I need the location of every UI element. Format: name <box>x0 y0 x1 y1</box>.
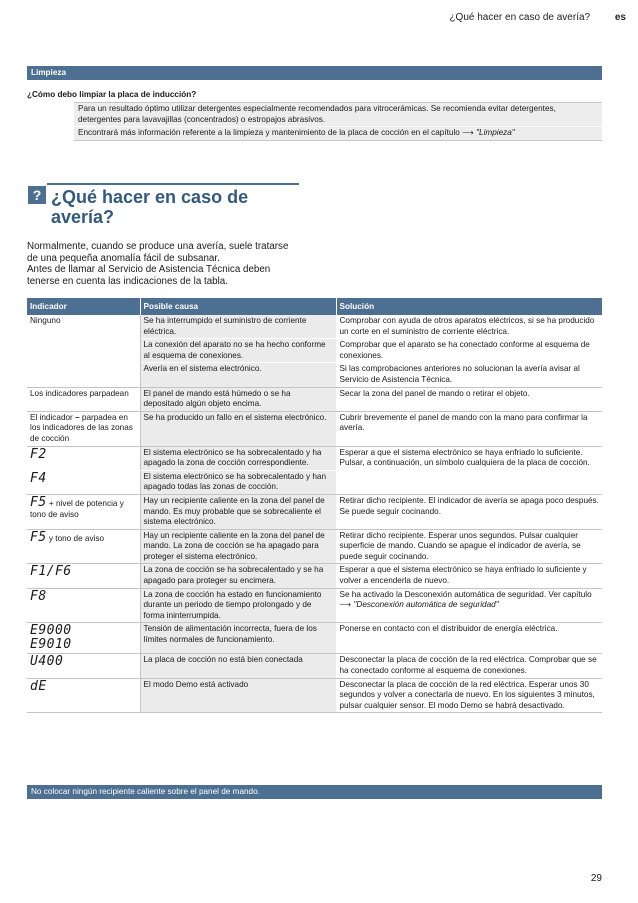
cleaning-question: ¿Cómo debo limpiar la placa de inducción? <box>27 90 197 99</box>
page-header <box>449 12 626 23</box>
cause-cell: Se ha producido un fallo en el sistema electrónico. <box>140 411 336 446</box>
indicator-cell <box>27 494 140 529</box>
solution-cell: Comprobar que el aparato se ha conectado conforme al esquema de conexiones. <box>336 339 602 363</box>
header-language: es <box>614 12 626 23</box>
section-intro <box>27 241 297 287</box>
cleaning-paragraph-2 <box>74 126 602 140</box>
solution-cell <box>336 588 602 623</box>
table-row <box>27 529 602 564</box>
table-row <box>27 411 602 446</box>
cause-cell: Avería en el sistema electrónico. <box>140 363 336 387</box>
cause-cell: Se ha interrumpido el suministro de corriente eléctrica. <box>140 315 336 339</box>
chapter-link: "Desconexión automática de seguridad" <box>353 600 499 610</box>
table-row <box>27 387 602 411</box>
error-code: F4 <box>30 470 47 486</box>
indicator-cell <box>27 470 140 494</box>
table-row <box>27 623 602 654</box>
solution-text: Se ha activado la Desconexión automática de seguridad. Ver capítulo ⟶ <box>339 589 592 610</box>
troubleshooting-table <box>27 298 602 713</box>
solution-cell: Comprobar con ayuda de otros aparatos eléctricos, si se ha producido un corte en el suministro de corriente eléctrica. <box>336 315 602 339</box>
solution-cell: Desconectar la placa de cocción de la red eléctrica. Comprobar que se ha conectado conforme al esquema de conexiones. <box>336 654 602 678</box>
solution-cell: Ponerse en contacto con el distribuidor de energía eléctrica. <box>336 623 602 654</box>
cause-cell: El modo Demo está activado <box>140 678 336 713</box>
error-code: E9010 <box>30 637 72 653</box>
table-header-row <box>27 298 602 315</box>
header-solution: Solución <box>336 298 602 315</box>
table-row <box>27 564 602 588</box>
question-icon: ? <box>28 186 46 204</box>
cause-cell: La zona de cocción se ha sobrecalentado y se ha apagado para proteger su encimera. <box>140 564 336 588</box>
indicator-cell <box>27 678 140 713</box>
error-code: F8 <box>30 588 47 604</box>
section-title: ¿Qué hacer en caso de avería? <box>51 187 249 227</box>
error-code: F1/F6 <box>30 564 72 580</box>
footer-warning-band: No colocar ningún recipiente caliente sobre el panel de mando. <box>27 785 602 799</box>
error-code: F2 <box>30 446 47 462</box>
indicator-cell <box>27 654 140 678</box>
indicator-text: + nivel de potencia y tono de aviso <box>30 498 124 519</box>
indicator-cell <box>27 564 140 588</box>
intro-paragraph-2: Antes de llamar al Servicio de Asistencia Técnica deben tenerse en cuenta las indicaciones de la tabla. <box>27 264 271 287</box>
table-row <box>27 494 602 529</box>
cleaning-paragraph-2-text: Encontrará más información referente a la limpieza y mantenimiento de la placa de cocción en el capítulo ⟶ <box>78 128 477 137</box>
indicator-cell <box>27 411 140 446</box>
header-section-title: ¿Qué hacer en caso de avería? <box>449 12 591 23</box>
solution-cell: Desconectar la placa de cocción de la red eléctrica. Esperar unos 30 segundos y volver a conectarla de nuevo. En los siguientes 3 minutos, pulsar cualquier sensor. El modo Demo se habrá desactivado. <box>336 678 602 713</box>
cleaning-band: Limpieza <box>27 66 602 80</box>
solution-cell: Secar la zona del panel de mando o retirar el objeto. <box>336 387 602 411</box>
dash-symbol: – <box>75 412 80 422</box>
cleaning-chapter-link: "Limpieza" <box>476 128 515 137</box>
table-row <box>27 446 602 470</box>
table-row <box>27 678 602 713</box>
header-indicator: Indicador <box>27 298 140 315</box>
header-cause: Posible causa <box>140 298 336 315</box>
cleaning-answer-box <box>74 102 602 141</box>
solution-cell: Retirar dicho recipiente. Esperar unos segundos. Pulsar cualquier superficie de mando. Cuando se apague el indicador de avería, se puede seguir cocinando. <box>336 529 602 564</box>
cause-cell: La zona de cocción ha estado en funcionamiento durante un periodo de tiempo prolongado y de forma ininterrumpida. <box>140 588 336 623</box>
cause-cell: La conexión del aparato no se ha hecho conforme al esquema de conexiones. <box>140 339 336 363</box>
solution-cell: Retirar dicho recipiente. El indicador de avería se apaga poco después. Se puede seguir cocinando. <box>336 494 602 529</box>
indicator-text: y tono de aviso <box>46 533 105 543</box>
error-code: U400 <box>30 654 64 670</box>
solution-cell: Esperar a que el sistema electrónico se haya enfriado lo suficiente y volver a encenderla de nuevo. <box>336 564 602 588</box>
error-code: E9000 <box>30 623 72 639</box>
indicator-text-b: parpadea en los indicadores de las zonas de cocción <box>30 412 133 443</box>
cleaning-paragraph-1: Para un resultado óptimo utilizar detergentes especialmente recomendados para vitrocerámicas. Se recomienda evitar detergentes, detergentes para lavavajillas (concentrados) o estropajos abrasivos. <box>78 104 556 124</box>
table-row <box>27 315 602 339</box>
indicator-cell: Ninguno <box>27 315 140 387</box>
title-rule <box>47 183 299 185</box>
indicator-cell <box>27 529 140 564</box>
indicator-text-a: El indicador <box>30 412 76 422</box>
page-number: 29 <box>590 873 602 884</box>
table-row <box>27 654 602 678</box>
cause-cell: La placa de cocción no está bien conectada <box>140 654 336 678</box>
indicator-cell <box>27 446 140 470</box>
cause-cell: El sistema electrónico se ha sobrecalentado y ha apagado la zona de cocción correspondiente. <box>140 446 336 470</box>
indicator-cell <box>27 623 140 654</box>
error-code: F5 <box>30 529 47 545</box>
error-code: F5 <box>30 494 47 510</box>
cause-cell: El panel de mando está húmedo o se ha depositado algún objeto encima. <box>140 387 336 411</box>
cause-cell: Hay un recipiente caliente en la zona del panel de mando. La zona de cocción se ha apagado para proteger el sistema electrónico. <box>140 529 336 564</box>
indicator-cell <box>27 588 140 623</box>
cause-cell: Hay un recipiente caliente en la zona del panel de mando. Es muy probable que se sobrecaliente el sistema electrónico. <box>140 494 336 529</box>
solution-cell: Cubrir brevemente el panel de mando con la mano para confirmar la avería. <box>336 411 602 446</box>
intro-paragraph-1: Normalmente, cuando se produce una avería, suele tratarse de una pequeña anomalía fácil de subsanar. <box>27 241 289 264</box>
cause-cell: El sistema electrónico se ha sobrecalentado y han apagado todas las zonas de cocción. <box>140 470 336 494</box>
table-row <box>27 588 602 623</box>
cause-cell: Tensión de alimentación incorrecta, fuera de los límites normales de funcionamiento. <box>140 623 336 654</box>
solution-cell: Si las comprobaciones anteriores no solucionan la avería avisar al Servicio de Asistencia Técnica. <box>336 363 602 387</box>
error-code: dE <box>30 678 47 694</box>
solution-cell: Esperar a que el sistema electrónico se haya enfriado lo suficiente. Pulsar, a continuación, un símbolo cualquiera de la placa de cocción. <box>336 446 602 494</box>
indicator-cell: Los indicadores parpadean <box>27 387 140 411</box>
